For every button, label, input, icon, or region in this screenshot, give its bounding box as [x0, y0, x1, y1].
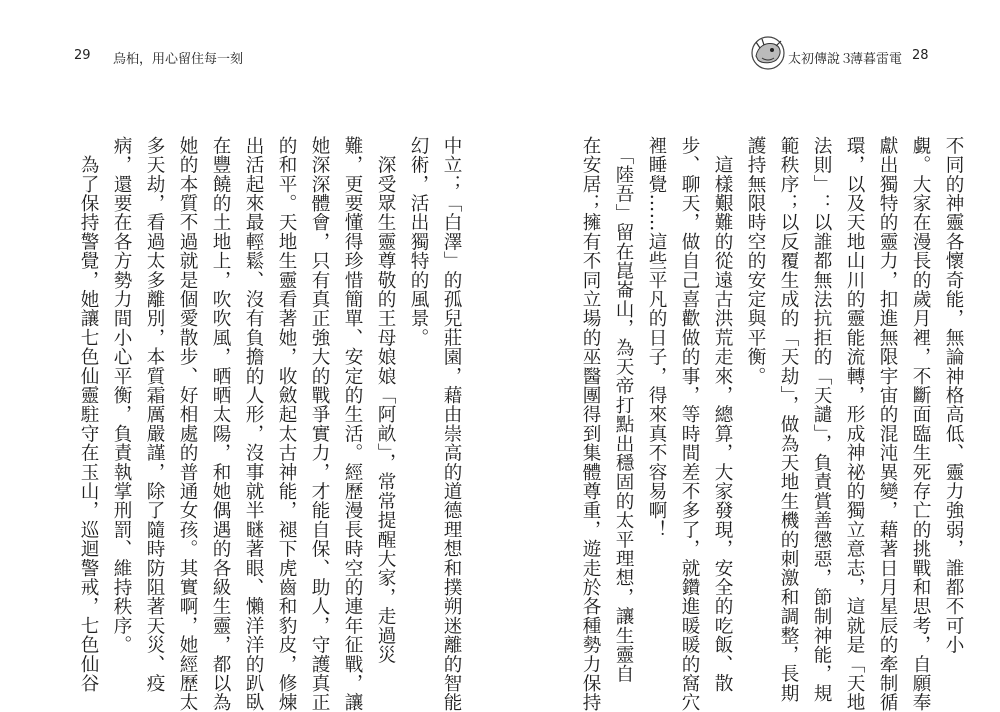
text-line: 為了保持警覺，她讓七色仙靈駐守在玉山，巡迴警戒，七色仙谷	[78, 136, 99, 693]
text-line: 法則」：以誰都無法抗拒的「天譴」，負責賞善懲惡，節制神能，規	[811, 136, 832, 703]
text-line: 環，以及天地山川的靈能流轉，形成神祕的獨立意志，這就是「天地	[844, 136, 865, 712]
right-page-body	[574, 136, 970, 712]
left-page-number: 29	[74, 48, 91, 63]
text-line: 獻出獨特的靈力，扣進無限宇宙的混沌異變，藉著日月星辰的牽制循	[877, 136, 898, 712]
text-line: 「陸吾」留在崑崙山，為天帝打點出穩固的太平理想，讓生靈自	[613, 136, 634, 684]
text-line: 覷。大家在漫長的歲月裡，不斷面臨生死存亡的挑戰和思考，自願奉	[910, 136, 931, 712]
text-line: 病，還要在各方勢力間小心平衡，負責執掌刑罰、維持秩序。	[111, 136, 132, 655]
text-line: 幻術，活出獨特的風景。	[408, 136, 429, 348]
text-line: 在安居；擁有不同立場的巫醫團得到集體尊重，遊走於各種勢力保持	[580, 136, 601, 712]
right-book-title: 薄暮雷電	[850, 52, 903, 67]
right-page-number: 28	[912, 48, 929, 63]
left-running-head: 烏桕，用心留住每一刻	[113, 52, 244, 67]
text-line: 範秩序；以反覆生成的「天劫」，做為天地生機的刺激和調整，長期	[778, 136, 799, 703]
text-line: 裡睡覺……這些平凡的日子，得來真不容易啊！	[646, 136, 667, 540]
text-line: 出活起來最輕鬆、沒有負擔的人形，沒事就半瞇著眼、懶洋洋的趴臥	[243, 136, 264, 712]
text-line: 難，更要懂得珍惜簡單、安定的生活。經歷漫長時空的連年征戰，讓	[342, 136, 363, 712]
left-page-body	[72, 136, 468, 712]
text-line: 中立；「白澤」的孤兒莊園，藉由崇高的道德理想和撲朔迷離的智能	[441, 136, 462, 712]
text-line: 多天劫，看過太多離別，本質霜厲嚴謹，除了隨時防阻著天災、疫	[144, 136, 165, 693]
text-line: 步、聊天，做自己喜歡做的事，等時間差不多了，就鑽進暖暖的窩穴	[679, 136, 700, 712]
text-line: 這樣艱難的從遠古洪荒走來，總算，大家發現，安全的吃飯、散	[712, 136, 733, 693]
text-line: 深受眾生靈尊敬的王母娘娘「阿畝」，常常提醒大家，走過災	[375, 136, 396, 665]
text-line: 不同的神靈各懷奇能，無論神格高低、靈力強弱，誰都不可小	[943, 136, 964, 655]
right-series-title: 太初傳說３	[788, 52, 854, 67]
text-line: 她深深體會，只有真正強大的戰爭實力，才能自保、助人，守護真正	[309, 136, 330, 712]
text-line: 在豐饒的土地上，吹吹風，晒晒太陽，和她偶遇的各級生靈，都以為	[210, 136, 231, 712]
text-line: 她的本質不過就是個愛散步、好相處的普通女孩。其實啊，她經歷太	[177, 136, 198, 712]
text-line: 護持無限時空的安定與平衡。	[745, 136, 766, 386]
mythical-creature-emblem-icon	[748, 34, 788, 72]
text-line: 的和平。天地生靈看著她，收斂起太古神能，褪下虎齒和豹皮，修煉	[276, 136, 297, 712]
